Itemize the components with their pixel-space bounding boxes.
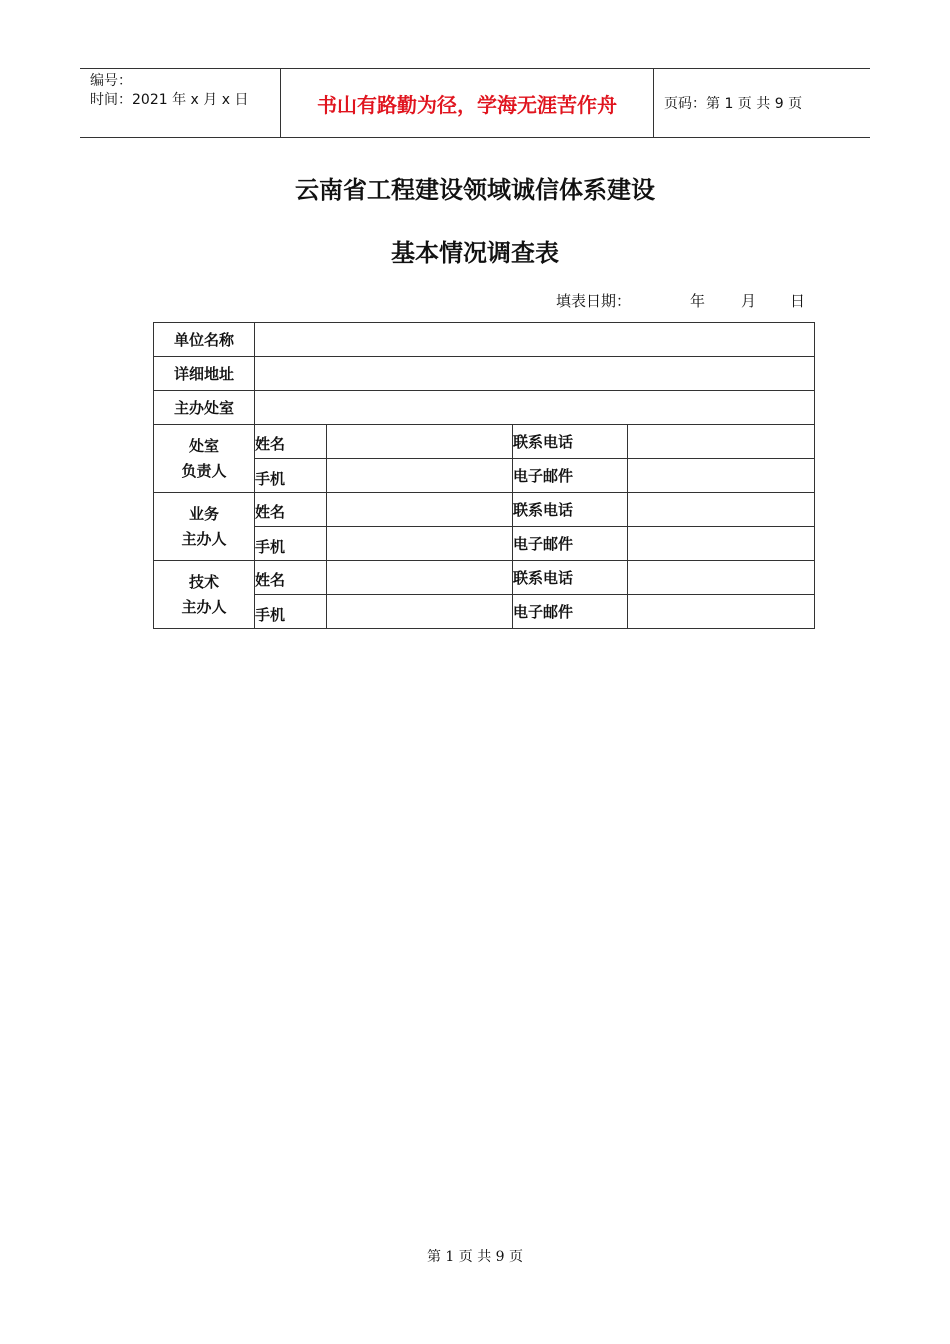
table-row bbox=[154, 561, 815, 595]
name-field[interactable] bbox=[327, 493, 513, 527]
phone-label: 联系电话 bbox=[513, 425, 628, 459]
table-row bbox=[154, 323, 815, 357]
group-label-business bbox=[154, 493, 255, 561]
group-label-technical bbox=[154, 561, 255, 629]
document-subtitle: 基本情况调查表 bbox=[391, 238, 559, 267]
group-label-line: 技术 bbox=[188, 572, 219, 591]
name-label: 姓名 bbox=[255, 425, 327, 459]
email-label: 电子邮件 bbox=[513, 527, 628, 561]
group-label-line: 业务 bbox=[188, 504, 219, 523]
phone-field[interactable] bbox=[628, 425, 815, 459]
group-label-line: 处室 bbox=[188, 436, 219, 455]
mobile-field[interactable] bbox=[327, 527, 513, 561]
mobile-field[interactable] bbox=[327, 595, 513, 629]
phone-label: 联系电话 bbox=[513, 561, 628, 595]
table-row bbox=[154, 391, 815, 425]
address-field[interactable] bbox=[255, 357, 815, 391]
fill-date-day: 日 bbox=[790, 292, 806, 310]
phone-field[interactable] bbox=[628, 493, 815, 527]
office-field[interactable] bbox=[255, 391, 815, 425]
page-footer: 第 1 页 共 9 页 bbox=[426, 1249, 524, 1265]
fill-date-label: 填表日期： bbox=[556, 292, 632, 310]
group-label-line: 主办人 bbox=[181, 597, 227, 616]
email-field[interactable] bbox=[628, 595, 815, 629]
email-label: 电子邮件 bbox=[513, 595, 628, 629]
header-meta bbox=[80, 69, 281, 137]
document-number-label: 编号： bbox=[90, 73, 132, 89]
document-title: 云南省工程建设领域诚信体系建设 bbox=[295, 175, 655, 204]
email-field[interactable] bbox=[628, 459, 815, 493]
table-row bbox=[154, 493, 815, 527]
address-label: 详细地址 bbox=[154, 357, 255, 391]
name-field[interactable] bbox=[327, 425, 513, 459]
office-label: 主办处室 bbox=[154, 391, 255, 425]
unit-name-field[interactable] bbox=[255, 323, 815, 357]
unit-name-label: 单位名称 bbox=[154, 323, 255, 357]
table-row bbox=[154, 357, 815, 391]
name-label: 姓名 bbox=[255, 561, 327, 595]
table-row bbox=[154, 425, 815, 459]
group-label-line: 主办人 bbox=[181, 529, 227, 548]
page-header bbox=[80, 68, 870, 138]
fill-date-month: 月 bbox=[741, 292, 757, 310]
header-page-number: 页码：第 1 页 共 9 页 bbox=[664, 96, 803, 112]
document-time-label: 时间：2021 年 x 月 x 日 bbox=[90, 92, 249, 108]
name-field[interactable] bbox=[327, 561, 513, 595]
fill-date-year: 年 bbox=[690, 292, 706, 310]
mobile-label: 手机 bbox=[255, 595, 327, 629]
phone-label: 联系电话 bbox=[513, 493, 628, 527]
name-label: 姓名 bbox=[255, 493, 327, 527]
survey-form-table bbox=[153, 322, 815, 629]
header-motto: 书山有路勤为径，学海无涯苦作舟 bbox=[281, 69, 654, 137]
group-label-line: 负责人 bbox=[181, 461, 227, 480]
email-field[interactable] bbox=[628, 527, 815, 561]
fill-date bbox=[556, 290, 805, 311]
email-label: 电子邮件 bbox=[513, 459, 628, 493]
mobile-label: 手机 bbox=[255, 527, 327, 561]
group-label-office-head bbox=[154, 425, 255, 493]
phone-field[interactable] bbox=[628, 561, 815, 595]
mobile-field[interactable] bbox=[327, 459, 513, 493]
mobile-label: 手机 bbox=[255, 459, 327, 493]
